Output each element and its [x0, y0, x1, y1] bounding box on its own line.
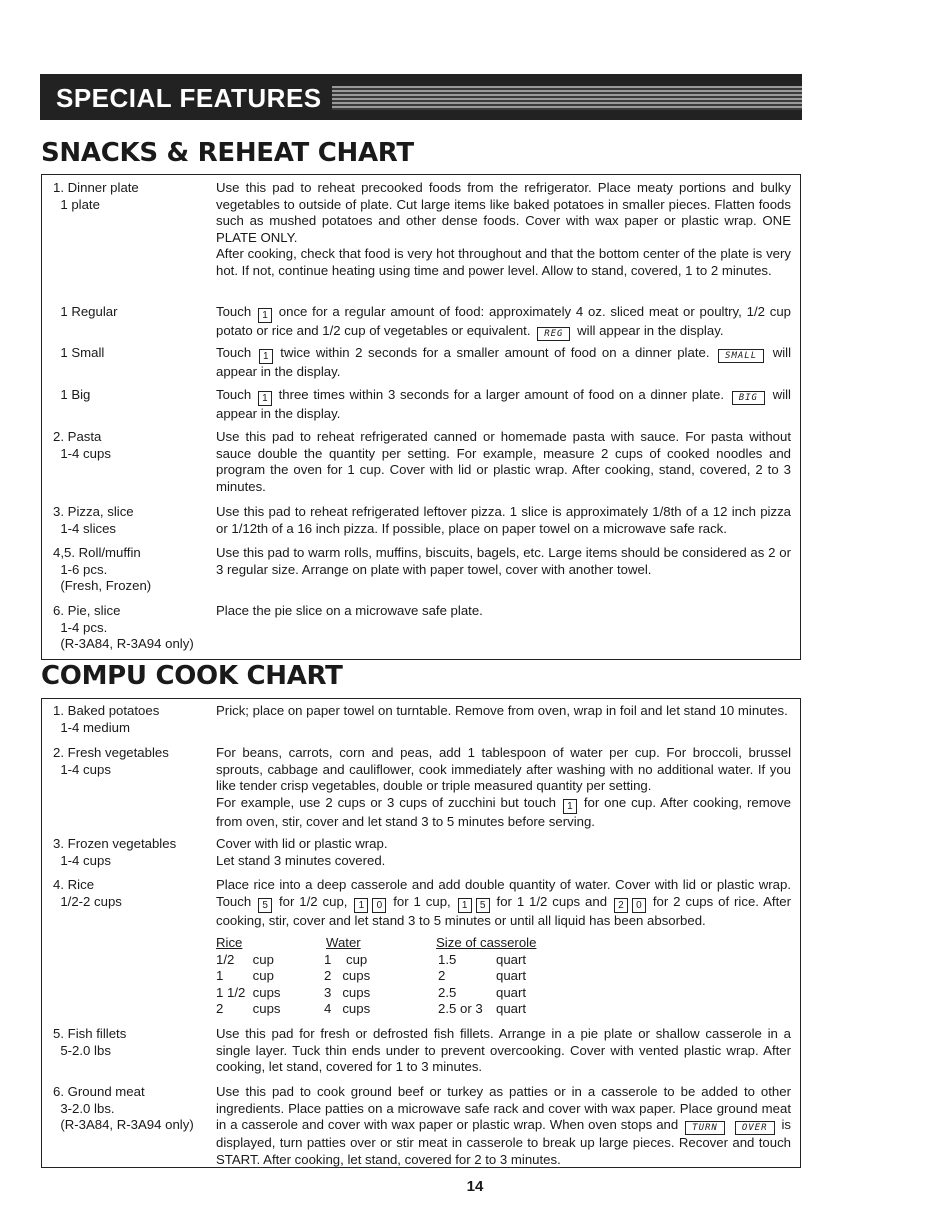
snacks-reheat-chart	[41, 174, 801, 660]
entry-label: 6. Pie, slice 1-4 pcs. (R-3A84, R-3A94 only)	[53, 603, 194, 651]
entry-description: Touch 1 twice within 2 seconds for a smaller amount of food on a dinner plate. SMALL will appear in the display.	[216, 345, 792, 379]
keypad-key-icon: 0	[632, 898, 646, 913]
size-number-column: 1.5 2 2.5 2.5 or 3	[438, 951, 483, 1016]
entry-label: 4,5. Roll/muffin 1-6 pcs. (Fresh, Frozen)	[53, 545, 152, 593]
entry-label: 5. Fish fillets 5-2.0 lbs	[53, 1026, 127, 1058]
entry-description: Use this pad to reheat refrigerated leftover pizza. 1 slice is approximately 1/8th of a 12 inch pizza or 1/12th of a 16 inch pizza. If possible, place on paper towel on a microwave safe rack.	[216, 504, 791, 536]
keypad-key-icon: 1	[259, 349, 273, 364]
entry-description: Prick; place on paper towel on turntable. Remove from oven, wrap in foil and let stand 10 minutes.	[216, 703, 788, 718]
display-readout: SMALL	[718, 349, 764, 363]
banner-title: SPECIAL FEATURES	[40, 84, 332, 112]
entry-label: 2. Pasta 1-4 cups	[53, 429, 111, 461]
display-readout: TURN	[685, 1121, 725, 1135]
keypad-key-icon: 5	[476, 898, 490, 913]
entry-label: 6. Ground meat 3-2.0 lbs. (R-3A84, R-3A94 only)	[53, 1084, 194, 1132]
keypad-key-icon: 5	[258, 898, 272, 913]
display-readout: OVER	[735, 1121, 775, 1135]
entry-label: 1 Regular	[53, 304, 118, 319]
entry-description: Place rice into a deep casserole and add double quantity of water. Cover with lid or plastic wrap. Touch 5 for 1/2 cup, 1 0 for 1 cup, 1 5 for 1 1/2 cups and 2 0 for 2 cups of rice. After cooking, stir, cover and let stand 3 to 5 minutes or until all liquid has been absorbed.	[216, 877, 791, 928]
size-unit-column: quart quart quart quart	[496, 951, 527, 1016]
entry-description: Use this pad to warm rolls, muffins, biscuits, bagels, etc. Large items should be considered as 2 or 3 regular size. Arrange on plate with paper towel, cover with another towel.	[216, 545, 791, 577]
rice-column: 1/2 cup 1 cup 1 1/2 cups 2 cups	[216, 951, 281, 1016]
rice-header: Rice	[216, 935, 243, 950]
entry-description: Use this pad to reheat precooked foods from the refrigerator. Place meaty portions and bulky vegetables to outside of plate. Cut large items like baked potatoes in smaller pieces. Flatten foods such as mushed potatoes and other dense foods. Cover with wax paper or plastic wrap. ONE PLATE ONLY. After cooking, check that food is very hot throughout and that the bottom center of the plate is very hot. If not, continue heating using time and power level. Allow to stand, covered, 1 to 2 minutes.	[216, 180, 791, 278]
entry-label: 1 Big	[53, 387, 91, 402]
entry-description: Use this pad to reheat refrigerated canned or homemade pasta with sauce. For pasta without sauce double the quantity per setting. For example, measure 2 cups of cooked noodles and program the oven for 1 cup. Cover with lid or plastic wrap. After cooking, stand, covered, 2 to 3 minutes.	[216, 429, 791, 494]
keypad-key-icon: 1	[563, 799, 577, 814]
display-readout: BIG	[732, 391, 765, 405]
entry-label: 1. Dinner plate 1 plate	[53, 180, 139, 212]
entry-description: Touch 1 three times within 3 seconds for a larger amount of food on a dinner plate. BIG will appear in the display.	[216, 387, 791, 421]
display-readout: REG	[537, 327, 570, 341]
special-features-banner	[40, 74, 802, 120]
entry-label: 1 Small	[53, 345, 105, 360]
entry-label: 1. Baked potatoes 1-4 medium	[53, 703, 160, 735]
water-header: Water	[326, 935, 361, 950]
entry-label: 3. Frozen vegetables 1-4 cups	[53, 836, 177, 868]
size-header: Size of casserole	[436, 935, 537, 950]
keypad-key-icon: 1	[258, 308, 272, 323]
snacks-reheat-title: SNACKS & REHEAT CHART	[41, 138, 414, 168]
entry-description: Use this pad to cook ground beef or turkey as patties or in a casserole to be added to other ingredients. Place patties on a microwave safe rack and cover with wax paper. Place ground meat in a casserole and cover with wax paper or plastic wrap. When oven stops and TURN OVER is displayed, turn patties over or stir meat in casserole to break up large pieces. Recover and touch START. After cooking, let stand, covered for 2 to 3 minutes.	[216, 1084, 791, 1167]
compu-cook-chart	[41, 698, 801, 1168]
entry-label: 2. Fresh vegetables 1-4 cups	[53, 745, 169, 777]
keypad-key-icon: 1	[354, 898, 368, 913]
keypad-key-icon: 1	[258, 391, 272, 406]
keypad-key-icon: 2	[614, 898, 628, 913]
entry-description: Cover with lid or plastic wrap. Let stand 3 minutes covered.	[216, 836, 388, 868]
entry-description: For beans, carrots, corn and peas, add 1 tablespoon of water per cup. For broccoli, brussel sprouts, cabbage and cauliflower, cook immediately after washing with no additional water. If you like tender crisp vegetables, double or triple measured quantity per setting. For example, use 2 cups or 3 cups of zucchini but touch 1 for one cup. After cooking, remove from oven, stir, cover and let stand 3 to 5 minutes before serving.	[216, 745, 791, 829]
water-column: 1 cup 2 cups 3 cups 4 cups	[324, 951, 371, 1016]
keypad-key-icon: 0	[372, 898, 386, 913]
entry-description: Use this pad for fresh or defrosted fish fillets. Arrange in a pie plate or shallow casserole in a single layer. Tuck thin ends under to prevent overcooking. Cover with vented plastic wrap. After cooking, let stand, covered for 1 to 3 minutes.	[216, 1026, 791, 1074]
entry-label: 3. Pizza, slice 1-4 slices	[53, 504, 134, 536]
page-number: 14	[466, 1178, 484, 1195]
entry-description: Touch 1 once for a regular amount of food: approximately 4 oz. sliced meat or poultry, 1/2 cup potato or rice and 1/2 cup of vegetables or equivalent. REG will appear in the display.	[216, 304, 791, 339]
keypad-key-icon: 1	[458, 898, 472, 913]
compu-cook-title: COMPU COOK CHART	[41, 661, 343, 691]
entry-description: Place the pie slice on a microwave safe plate.	[216, 603, 483, 618]
entry-label: 4. Rice 1/2-2 cups	[53, 877, 122, 909]
